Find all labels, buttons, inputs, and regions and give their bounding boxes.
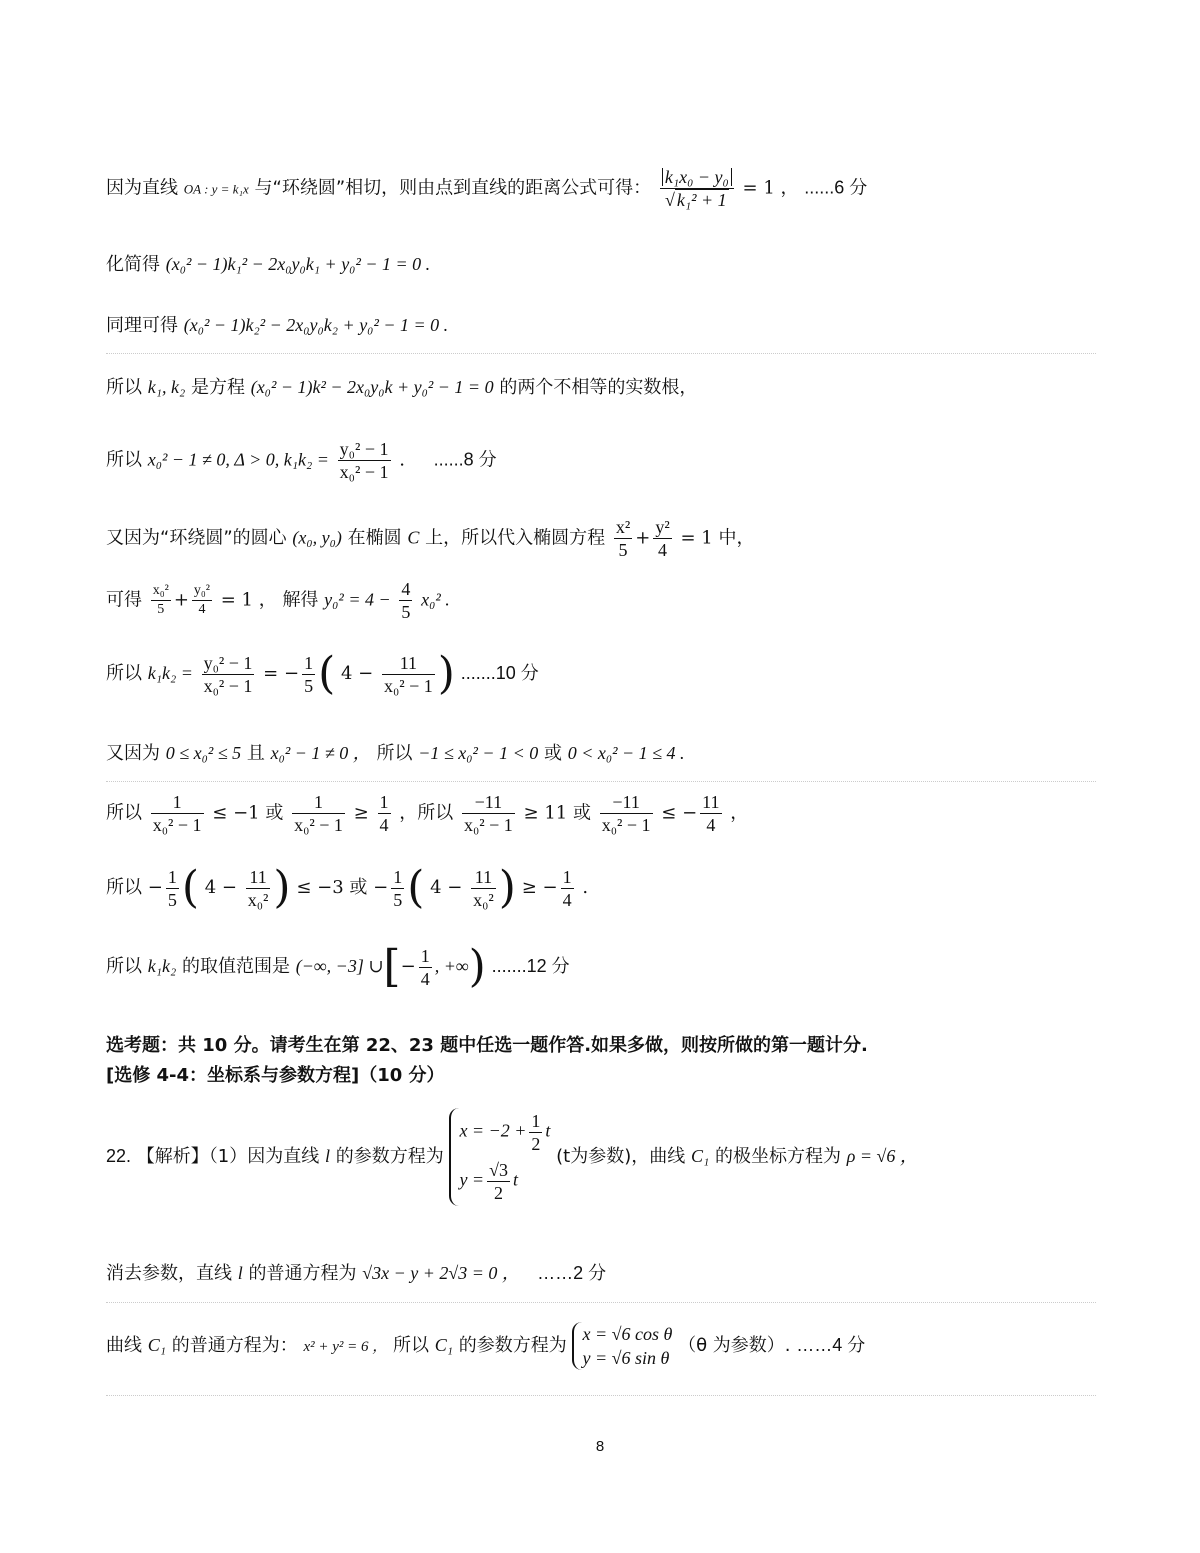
solution-line-3: 同理可得 (x₀² − 1)k₂² − 2x₀y₀k₂ + y₀² − 1 = 0 . [106, 315, 449, 336]
solution-line-2: 化简得 (x₀² − 1)k₁² − 2x₀y₀k₁ + y₀² − 1 = 0 . [106, 254, 431, 275]
solution-line-6: 又因为“环绕圆”的圆心 (x₀, y₀) 在椭圆 C 上，所以代入椭圆方程 $\frac{\text{x²}}{5}$ + $\frac{\text{y²}}{4}$ = 1 中， [106, 517, 755, 560]
parametric-system: x = −2 + $\frac{1}{2}$ t y = $\frac{√3}{2}$ t [449, 1108, 550, 1206]
solution-line-11: 所以 − $\frac{1}{5}$ ( 4 − $\frac{11}{\text{x₀²}}$ ) ≤ −3 或 − $\frac{1}{5}$ ( 4 − $\frac{11}{\text{x₀²}}$ ) ≥ − $\frac{1}{4}$ . [106, 862, 589, 913]
solution-line-9: 又因为 0 ≤ x₀² ≤ 5 且 x₀² − 1 ≠ 0 ， 所以 −1 ≤ x₀² − 1 < 0 或 0 < x₀² − 1 ≤ 4 . [106, 743, 685, 764]
question-22-line-3: 曲线 C₁ 的普通方程为： x² + y² = 6 ， 所以 C₁ 的参数方程为 x = √6 cos θ y = √6 sin θ （θ 为参数）. ……4 分 [106, 1324, 866, 1368]
distance-fraction: $\frac{\text{k₁x₀ − y₀}}{\text{√ k₁² + 1}}$ [660, 168, 734, 209]
parametric-system-c1: x = √6 cos θ y = √6 sin θ [572, 1322, 672, 1370]
dotted-divider [106, 1302, 1096, 1303]
page-number: 8 [595, 1438, 605, 1455]
question-22-line-1: 22. 【解析】（1）因为直线 l 的参数方程为 x = −2 + $\frac{1}{2}$ t y = $\frac{√3}{2}$ t (t为参数)，曲线 C₁ 的极坐标方程为 ρ = √6 ， [106, 1108, 918, 1206]
solution-line-1: 因为直线 OA : y = k₁x 与“环绕圆”相切，则由点到直线的距离公式可得： $\frac{\text{k₁x₀ − y₀}}{\text{√ k₁² + 1}}$ = 1 ， ......6 分 [106, 167, 868, 210]
dotted-divider [106, 1395, 1096, 1396]
solution-line-10: 所以 $\frac{1}{\text{x₀² − 1}}$ ≤ −1 或 $\frac{1}{\text{x₀² − 1}}$ ≥ $\frac{1}{4}$ ，所以 $\frac{-11}{\text{x₀² − 1}}$ ≥ 11 或 $\frac{-11}{\text{x₀² − 1}}$ ≤ − $\frac{11}{4}$ ， [106, 792, 749, 835]
solution-line-5: 所以 x₀² − 1 ≠ 0, Δ > 0, k₁k₂ = $\frac{\text{y₀² − 1}}{\text{x₀² − 1}}$ . ......8 分 [106, 439, 497, 482]
section-heading: 选考题：共 10 分。请考生在第 22、23 题中任选一题作答.如果多做，则按所做的第一题计分. [106, 1035, 868, 1056]
question-22-line-2: 消去参数，直线 l 的普通方程为 √3x − y + 2√3 = 0 ， ……2 分 [106, 1263, 607, 1284]
solution-line-12: 所以 k₁k₂ 的取值范围是 (−∞, −3] ∪[− $\frac{1}{4}$ , +∞) .......12 分 [106, 941, 570, 992]
solution-line-7: 可得 $\frac{\text{x₀²}}{5}$ + $\frac{\text{y₀²}}{4}$ = 1 ， 解得 y₀² = 4 − $\frac{4}{5}$ x₀² . [106, 579, 450, 622]
solution-line-4: 所以 k₁, k₂ 是方程 (x₀² − 1)k² − 2x₀y₀k + y₀² − 1 = 0 的两个不相等的实数根， [106, 377, 698, 398]
dotted-divider [106, 353, 1096, 354]
solution-line-8: 所以 k₁k₂ = $\frac{\text{y₀² − 1}}{\text{x₀² − 1}}$ = − $\frac{1}{5}$ ( 4 − $\frac{11}{\text{x₀² − 1}}$ ) .......10 分 [106, 648, 539, 699]
section-subheading: [选修 4-4：坐标系与参数方程]（10 分） [106, 1065, 445, 1086]
dotted-divider [106, 781, 1096, 782]
